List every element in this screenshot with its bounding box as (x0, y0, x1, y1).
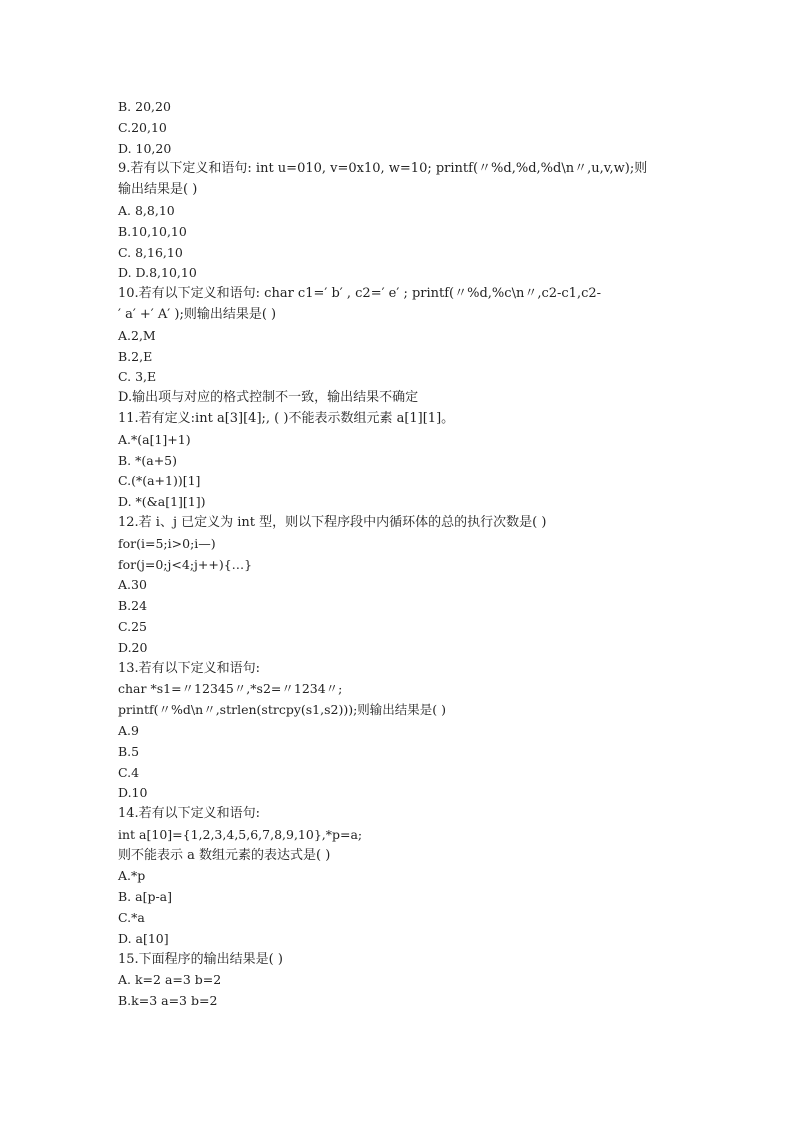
answer-option: C.25 (118, 618, 147, 634)
answer-option: D. a[10] (118, 930, 169, 946)
question-text: 10.若有以下定义和语句: char c1=′ b′ , c2=′ e′ ; printf(〃%d,%c\n〃,c2-c1,c2- (118, 286, 602, 302)
code-line: int a[10]={1,2,3,4,5,6,7,8,9,10},*p=a; (118, 826, 363, 842)
question-text: 12.若 i、j 已定义为 int 型，则以下程序段中内循环体的总的执行次数是( ) (118, 514, 547, 530)
code-line: for(i=5;i>0;i—) (118, 535, 216, 551)
answer-option: D. 10,20 (118, 140, 172, 156)
question-text: D.输出项与对应的格式控制不一致，输出结果不确定 (118, 390, 419, 406)
answer-option: D.20 (118, 639, 148, 655)
answer-option: B.2,E (118, 348, 153, 364)
question-text: 9.若有以下定义和语句: int u=010, v=0x10, w=10; printf(〃%d,%d,%d\n〃,u,v,w);则 (118, 161, 648, 177)
answer-option: B. 20,20 (118, 99, 171, 114)
answer-option: A.*p (118, 868, 146, 884)
code-line: char *s1=〃12345〃,*s2=〃1234〃; (118, 681, 343, 697)
answer-option: D. *(&a[1][1]) (118, 494, 206, 510)
answer-option: D.10 (118, 785, 148, 801)
question-text: 15.下面程序的输出结果是( ) (118, 951, 283, 967)
answer-option: A. 8,8,10 (118, 202, 175, 218)
answer-option: D. D.8,10,10 (118, 265, 197, 281)
answer-option: C. 3,E (118, 369, 157, 385)
question-text: 输出结果是( ) (118, 182, 198, 198)
answer-option: B. *(a+5) (118, 452, 178, 468)
question-text: 13.若有以下定义和语句: (118, 660, 261, 676)
answer-option: A.9 (118, 722, 139, 738)
answer-option: C.*a (118, 910, 145, 926)
answer-option: B.24 (118, 598, 148, 614)
answer-option: A.2,M (118, 327, 156, 343)
question-text: ′ a′ +′ A′ );则输出结果是( ) (118, 306, 277, 322)
answer-option: B.5 (118, 743, 140, 759)
answer-option: C.(*(a+1))[1] (118, 473, 201, 489)
answer-option: C.4 (118, 764, 140, 780)
answer-option: A.30 (118, 577, 147, 593)
answer-option: B.10,10,10 (118, 223, 187, 239)
code-line: printf(〃%d\n〃,strlen(strcpy(s1,s2)));则输出结果是( ) (118, 702, 447, 718)
question-text: 则不能表示 a 数组元素的表达式是( ) (118, 847, 331, 863)
answer-option: A. k=2 a=3 b=2 (118, 972, 222, 988)
answer-option: B.k=3 a=3 b=2 (118, 993, 218, 1009)
answer-option: C. 8,16,10 (118, 244, 183, 260)
document-page (118, 97, 678, 1012)
answer-option: C.20,10 (118, 119, 167, 135)
question-text: 11.若有定义:int a[3][4];, ( )不能表示数组元素 a[1][1]。 (118, 410, 455, 426)
answer-option: B. a[p-a] (118, 889, 173, 905)
code-line: for(j=0;j<4;j++){…} (118, 556, 253, 572)
question-text: 14.若有以下定义和语句: (118, 806, 261, 822)
answer-option: A.*(a[1]+1) (118, 431, 191, 447)
